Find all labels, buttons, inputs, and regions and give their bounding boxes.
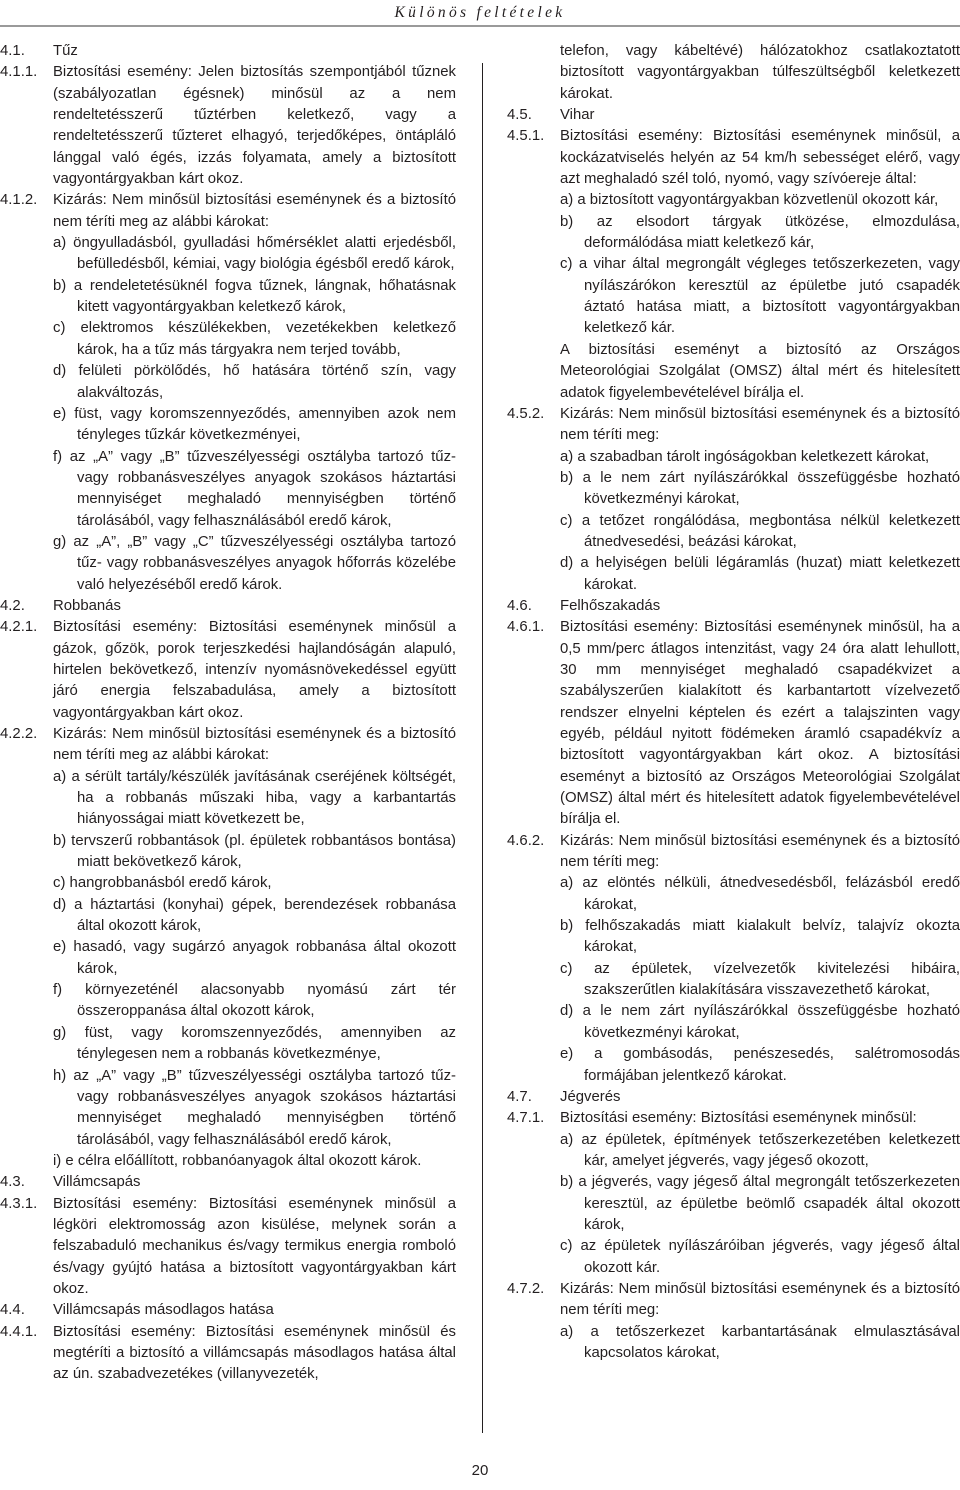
section-heading — [0, 1172, 456, 1193]
clause-text: Kizárás: Nem minősül biztosítási eseménynek és a biztosító nem téríti meg: — [560, 405, 960, 444]
clause-text: Kizárás: Nem minősül biztosítási eseménynek és a biztosító nem téríti meg: — [560, 1280, 960, 1319]
numbered-paragraph — [0, 617, 456, 724]
section-heading — [0, 596, 456, 617]
clause-number: 4.3. — [0, 1174, 25, 1191]
clause-number: 4.3.1. — [0, 1195, 38, 1212]
page-number: 20 — [471, 1462, 489, 1479]
clause-text: Kizárás: Nem minősül biztosítási eseménynek és a biztosító nem téríti meg az alábbi károkat: — [53, 726, 456, 764]
clause-text: Biztosítási esemény: Biztosítási eseménynek minősül a gázok, gőzök, porok terjeszkedési hajlandóságán alapuló, hirtelen bekövetkező, intenzív nyomásnövekedéssel együtt járó energia felszabadulása, amely a biztosított vagyontárgyakban kárt okoz. — [53, 619, 456, 721]
section-title: Vihar — [560, 107, 595, 124]
list-item: a) öngyulladásból, gyulladási hőmérséklet alatti erjedésből, befülledésből, kémiai, vagy biológia égésből eredő károk, — [53, 235, 456, 273]
section-title: Jégverés — [560, 1088, 621, 1105]
list-item: b) a le nem zárt nyílászárókkal összefüggésbe hozható következményi károkat, — [560, 469, 960, 508]
clause-number: 4.2.1. — [0, 619, 38, 636]
clause-text: Kizárás: Nem minősül biztosítási eseménynek és a biztosító nem téríti meg az alábbi károkat: — [53, 192, 456, 230]
clause-number: 4.6. — [507, 597, 532, 614]
list-item: b) felhőszakadás miatt kialakult belvíz, talajvíz okozta károkat, — [560, 918, 960, 956]
list-item: h) az „A” vagy „B” tűzveszélyességi osztályba tartozó tűz- vagy robbanásveszélyes anyagok szokásos háztartási mennyiséget meghaladó mennyiségben történő tárolásából, vagy felhasználásából eredő károk, — [53, 1067, 456, 1148]
list-item: a) a szabadban tárolt ingóságokban keletkezett károkat, — [560, 448, 930, 465]
clause-number: 4.5. — [507, 107, 532, 124]
list-item: c) a vihar által megrongált végleges tetőszerkezeten, vagy nyílászárókon keresztül az épületbe jutó csapadék áztató hatása miatt, a biztosított vagyontárgyakban keletkező kár. — [560, 256, 960, 337]
clause-text: Biztosítási esemény: Biztosítási eseménynek minősül: — [560, 1110, 917, 1127]
clause-number: 4.1. — [0, 43, 25, 59]
running-header — [0, 0, 960, 26]
list-item: b) a jégverés, vagy jégeső által megrongált tetőszerkezeten keresztül, az épületbe beömlő csapadék által okozott károk, — [560, 1174, 960, 1233]
clause-number: 4.4.1. — [0, 1323, 38, 1340]
clause-text: Biztosítási esemény: Biztosítási eseménynek minősül, ha a 0,5 mm/perc átlagos intenzitást, vagy 24 óra alatt lehullott, 30 mm mennyiséget meghaladó csapadékvizet a szabályszerűen kialakított és karbantartott vízelvezető rendszer elnyelni képtelen és ezért a talajszinten vagy egyéb, például nyitott födémeken áramló csapadékvíz a biztosított vagyontárgyakban kárt okoz. A biztosítási eseményt a biztosító az Országos Meteorológiai Szolgálat (OMSZ) által mért és hitelesített adatok figyelembevételével bírálja el. — [560, 619, 960, 828]
clause-number: 4.5.2. — [507, 405, 545, 422]
list-item: c) az épületek nyílászáróiban jégverés, vagy jégeső által okozott kár. — [560, 1238, 960, 1276]
list-item: b) az elsodort tárgyak ütközése, elmozdulása, deformálódása miatt keletkező kár, — [560, 213, 960, 252]
clause-number: 4.1.2. — [0, 192, 38, 209]
clause-text: Biztosítási esemény: Biztosítási eseménynek minősül a légköri elektromosság azon kisülése, melynek során a felszabaduló mechanikus és/vagy termikus energia rombolό és/vagy gyújtó hatása a biztosított vagyontárgyakban kárt okoz. — [53, 1195, 456, 1297]
section-title: Villámcsapás másodlagos hatása — [53, 1302, 274, 1319]
numbered-paragraph — [0, 724, 456, 767]
list-item: c) a tetőzet rongálódása, megbontása nélkül keletkezett átnedvesedési, beázási károkat, — [560, 512, 960, 550]
list-item: a) az épületek, építmények tetőszerkezetében keletkezett kár, amelyet jégverés, vagy jégeső okozott, — [560, 1131, 960, 1169]
numbered-paragraph — [507, 831, 960, 874]
list-item: g) füst, vagy koromszennyeződés, amennyiben az ténylegesen nem a robbanás következménye, — [53, 1024, 456, 1063]
numbered-paragraph — [0, 62, 456, 190]
list-item: c) hangrobbanásból eredő károk, — [53, 875, 272, 892]
section-heading — [507, 1087, 960, 1108]
left-column — [0, 41, 456, 1386]
clause-number: 4.1.1. — [0, 64, 38, 81]
list-item: d) a helyiségen belüli légáramlás (huzat) miatt keletkezett károkat. — [560, 555, 960, 593]
numbered-paragraph — [507, 126, 960, 190]
list-item: c) az épületek, vízelvezetők kivitelezési hibáira, szakszerűtlen kialakítására visszavezethető károkat, — [560, 960, 960, 999]
list-item: f) környezeténél alacsonyabb nyomású zárt tér összeroppanása által okozott károk, — [53, 982, 456, 1020]
list-item: i) e célra előállított, robbanóanyagok által okozott károk. — [53, 1152, 422, 1169]
clause-number: 4.7.1. — [507, 1110, 545, 1127]
list-item: e) füst, vagy koromszennyeződés, amennyiben azok nem tényleges tűzkár következményei, — [53, 405, 456, 444]
list-item: g) az „A”, „B” vagy „C” tűzveszélyességi osztályba tartozó tűz- vagy robbanásveszélyes anyagok hőforrás közelébe való helyezéséből eredő károk. — [53, 533, 456, 593]
clause-text: Biztosítási esemény: Biztosítási eseménynek minősül, a kockázatviselés helyén az 54 km/h sebességet elérő, vagy azt meghaladó szél toló, nyomó, vagy szívóereje által: — [560, 128, 960, 188]
clause-number: 4.4. — [0, 1302, 25, 1319]
section-title: Felhőszakadás — [560, 597, 661, 614]
list-item: d) a háztartási (konyhai) gépek, berendezések robbanása által okozott károk, — [53, 896, 456, 935]
clause-text: Biztosítási esemény: Jelen biztosítás szempontjából tűznek (szabályozatlan égésnek) minősül az a nem rendeltetésszerű tűztérben keletkező, vagy a rendeltetésszerű tűzteret elhagyó, terjedőképes, öntápláló lánggal való égés, izzás folyamata, amely a biztosított vagyontárgyakban kárt okoz. — [53, 64, 456, 188]
section-heading — [0, 41, 456, 62]
list-item: b) tervszerű robbantások (pl. épületek robbantásos bontása) miatt bekövetkező károk, — [53, 832, 456, 871]
header-rule — [0, 25, 960, 27]
numbered-paragraph — [507, 1279, 960, 1322]
list-item: a) a tetőszerkezet karbantartásának elmulasztásával kapcsolatos károkat, — [560, 1323, 960, 1361]
list-item: f) az „A” vagy „B” tűzveszélyességi osztályba tartozó tűz- vagy robbanásveszélyes anyagok szokásos háztartási mennyiséget meghaladó mennyiségben történő tárolásából, vagy felhasználásából eredő károk, — [53, 448, 456, 529]
running-header-title: Különös feltételek — [394, 4, 566, 21]
clause-number: 4.6.1. — [507, 619, 545, 636]
list-item: a) a sérült tartály/készülék javításának cseréjének költségét, ha a robbanás műszaki hiba, vagy a karbantartás hiányosságai miatt következett be, — [53, 768, 456, 828]
section-title: Villámcsapás — [53, 1174, 141, 1191]
numbered-paragraph — [0, 190, 456, 233]
list-item: e) a gombásodás, penészesedés, salétromosodás formájában jelentkező károkat. — [560, 1046, 960, 1084]
numbered-paragraph — [0, 1322, 456, 1386]
clause-number: 4.7. — [507, 1088, 532, 1105]
clause-number: 4.5.1. — [507, 128, 545, 145]
numbered-paragraph — [0, 1194, 456, 1301]
section-title: Robbanás — [53, 597, 121, 614]
clause-number: 4.6.2. — [507, 832, 545, 849]
continuation-paragraph: telefon, vagy kábeltévé) hálózatokhoz csatlakoztatott biztosított vagyontárgyakban túlfeszültségből keletkezett károkat. — [560, 43, 960, 102]
section-heading — [507, 596, 960, 617]
continuation-paragraph: A biztosítási eseményt a biztosító az Országos Meteorológiai Szolgálat (OMSZ) által mért és hitelesített adatok figyelembevételével bírálja el. — [560, 341, 960, 401]
list-item: c) elektromos készülékekben, vezetékekben keletkező károk, ha a tűz más tárgyakra nem terjed tovább, — [53, 320, 456, 358]
list-item: e) hasadó, vagy sugárzó anyagok robbanása által okozott károk, — [53, 939, 456, 977]
list-item: a) a biztosított vagyontárgyakban közvetlenül okozott kár, — [560, 192, 939, 209]
section-title: Tűz — [53, 43, 78, 59]
section-heading — [507, 105, 960, 126]
section-heading — [0, 1300, 456, 1321]
clause-text: Biztosítási esemény: Biztosítási eseménynek minősül és megtéríti a biztosító a villámcsapás másodlagos hatása által az ún. szabadvezetékes (villanyvezeték, — [53, 1323, 456, 1383]
right-column — [507, 41, 960, 1364]
clause-number: 4.2.2. — [0, 726, 38, 742]
numbered-paragraph — [507, 617, 960, 830]
column-divider — [482, 63, 483, 1433]
clause-text: Kizárás: Nem minősül biztosítási eseménynek és a biztosító nem téríti meg: — [560, 832, 960, 871]
list-item: d) felületi pörkölődés, hő hatására történő szín, vagy alakváltozás, — [53, 363, 456, 401]
list-item: a) az elöntés nélküli, átnedvesedésből, felázásból eredő károkat, — [560, 875, 960, 913]
list-item: d) a le nem zárt nyílászárókkal összefüggésbe hozható következményi károkat, — [560, 1003, 960, 1041]
clause-number: 4.2. — [0, 597, 25, 614]
numbered-paragraph — [507, 404, 960, 447]
list-item: b) a rendeletetésüknél fogva tűznek, lángnak, hőhatásnak kitett vagyontárgyakban keletkező károk, — [53, 277, 456, 316]
numbered-paragraph — [507, 1108, 960, 1129]
clause-number: 4.7.2. — [507, 1280, 545, 1297]
